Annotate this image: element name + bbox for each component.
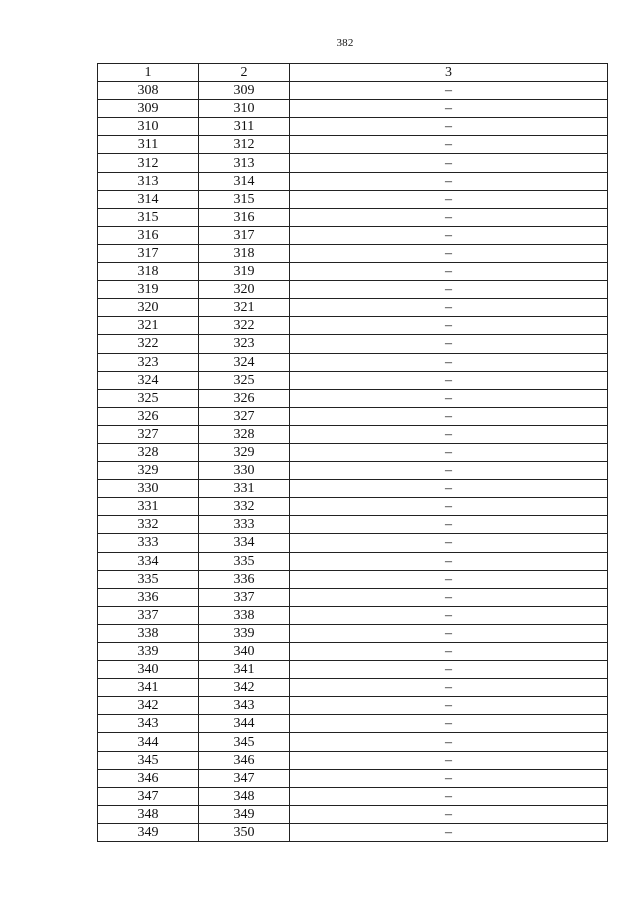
table-row <box>98 715 608 733</box>
cell-col-3: – <box>290 154 608 172</box>
cell-col-3: – <box>290 317 608 335</box>
cell-col-1: 331 <box>98 498 199 516</box>
cell-col-1: 335 <box>98 570 199 588</box>
cell-col-1: 344 <box>98 733 199 751</box>
table-row <box>98 443 608 461</box>
cell-col-2: 343 <box>199 697 290 715</box>
cell-col-2: 317 <box>199 226 290 244</box>
table-row <box>98 226 608 244</box>
cell-col-3: – <box>290 534 608 552</box>
cell-col-2: 326 <box>199 389 290 407</box>
cell-col-3: – <box>290 697 608 715</box>
cell-col-2: 320 <box>199 281 290 299</box>
cell-col-1: 332 <box>98 516 199 534</box>
cell-col-2: 350 <box>199 823 290 841</box>
cell-col-3: – <box>290 679 608 697</box>
cell-col-2: 335 <box>199 552 290 570</box>
table-row <box>98 118 608 136</box>
table-row <box>98 462 608 480</box>
cell-col-1: 340 <box>98 661 199 679</box>
cell-col-1: 337 <box>98 606 199 624</box>
cell-col-3: – <box>290 624 608 642</box>
cell-col-3: – <box>290 462 608 480</box>
cell-col-1: 336 <box>98 588 199 606</box>
cell-col-2: 337 <box>199 588 290 606</box>
cell-col-2: 334 <box>199 534 290 552</box>
table-row <box>98 552 608 570</box>
cell-col-2: 319 <box>199 263 290 281</box>
cell-col-1: 349 <box>98 823 199 841</box>
table-row <box>98 679 608 697</box>
cell-col-3: – <box>290 606 608 624</box>
cell-col-1: 347 <box>98 787 199 805</box>
cell-col-2: 340 <box>199 643 290 661</box>
cell-col-3: – <box>290 643 608 661</box>
cell-col-3: – <box>290 661 608 679</box>
cell-col-2: 345 <box>199 733 290 751</box>
cell-col-1: 323 <box>98 353 199 371</box>
cell-col-3: – <box>290 226 608 244</box>
cell-col-2: 330 <box>199 462 290 480</box>
cell-col-2: 349 <box>199 805 290 823</box>
cell-col-3: – <box>290 335 608 353</box>
cell-col-2: 327 <box>199 407 290 425</box>
cell-col-1: 341 <box>98 679 199 697</box>
cell-col-1: 310 <box>98 118 199 136</box>
cell-col-1: 327 <box>98 425 199 443</box>
cell-col-2: 309 <box>199 82 290 100</box>
cell-col-1: 316 <box>98 226 199 244</box>
cell-col-3: – <box>290 389 608 407</box>
table-row <box>98 787 608 805</box>
cell-col-1: 333 <box>98 534 199 552</box>
cell-col-1: 308 <box>98 82 199 100</box>
cell-col-1: 317 <box>98 244 199 262</box>
table-row <box>98 407 608 425</box>
table-row <box>98 100 608 118</box>
cell-col-2: 315 <box>199 190 290 208</box>
cell-col-1: 334 <box>98 552 199 570</box>
cell-col-3: – <box>290 480 608 498</box>
cell-col-3: – <box>290 443 608 461</box>
table-row <box>98 588 608 606</box>
cell-col-3: – <box>290 190 608 208</box>
table-row <box>98 661 608 679</box>
cell-col-3: – <box>290 715 608 733</box>
cell-col-1: 324 <box>98 371 199 389</box>
cell-col-2: 342 <box>199 679 290 697</box>
table-row <box>98 534 608 552</box>
cell-col-3: – <box>290 208 608 226</box>
cell-col-1: 320 <box>98 299 199 317</box>
cell-col-3: – <box>290 244 608 262</box>
cell-col-1: 346 <box>98 769 199 787</box>
table-row <box>98 570 608 588</box>
cell-col-1: 318 <box>98 263 199 281</box>
cell-col-3: – <box>290 787 608 805</box>
cell-col-1: 322 <box>98 335 199 353</box>
cell-col-2: 313 <box>199 154 290 172</box>
cell-col-3: – <box>290 172 608 190</box>
cell-col-2: 311 <box>199 118 290 136</box>
cell-col-2: 338 <box>199 606 290 624</box>
cell-col-3: – <box>290 136 608 154</box>
header-row <box>98 64 608 82</box>
cell-col-3: – <box>290 823 608 841</box>
table-row <box>98 244 608 262</box>
cell-col-3: – <box>290 425 608 443</box>
cell-col-1: 342 <box>98 697 199 715</box>
table-row <box>98 371 608 389</box>
cell-col-2: 331 <box>199 480 290 498</box>
column-header-2: 2 <box>199 64 290 82</box>
column-header-1: 1 <box>98 64 199 82</box>
cell-col-3: – <box>290 118 608 136</box>
cell-col-1: 329 <box>98 462 199 480</box>
cell-col-3: – <box>290 498 608 516</box>
cell-col-1: 312 <box>98 154 199 172</box>
table-row <box>98 154 608 172</box>
cell-col-2: 348 <box>199 787 290 805</box>
cell-col-2: 323 <box>199 335 290 353</box>
cell-col-3: – <box>290 353 608 371</box>
cell-col-1: 345 <box>98 751 199 769</box>
table-row <box>98 480 608 498</box>
table-row <box>98 281 608 299</box>
cell-col-3: – <box>290 100 608 118</box>
cell-col-3: – <box>290 588 608 606</box>
cell-col-1: 314 <box>98 190 199 208</box>
cell-col-2: 321 <box>199 299 290 317</box>
cell-col-2: 347 <box>199 769 290 787</box>
cell-col-2: 333 <box>199 516 290 534</box>
table-row <box>98 208 608 226</box>
table-row <box>98 498 608 516</box>
cell-col-2: 324 <box>199 353 290 371</box>
column-header-3: 3 <box>290 64 608 82</box>
table-row <box>98 299 608 317</box>
cell-col-1: 315 <box>98 208 199 226</box>
table-row <box>98 172 608 190</box>
table-row <box>98 353 608 371</box>
cell-col-2: 314 <box>199 172 290 190</box>
table-row <box>98 190 608 208</box>
cell-col-3: – <box>290 516 608 534</box>
cell-col-1: 330 <box>98 480 199 498</box>
data-table <box>97 63 608 842</box>
cell-col-2: 346 <box>199 751 290 769</box>
cell-col-2: 332 <box>199 498 290 516</box>
table-row <box>98 733 608 751</box>
cell-col-2: 336 <box>199 570 290 588</box>
cell-col-3: – <box>290 281 608 299</box>
cell-col-3: – <box>290 371 608 389</box>
cell-col-2: 322 <box>199 317 290 335</box>
cell-col-3: – <box>290 263 608 281</box>
table-row <box>98 697 608 715</box>
table-row <box>98 516 608 534</box>
cell-col-2: 339 <box>199 624 290 642</box>
table-row <box>98 606 608 624</box>
cell-col-3: – <box>290 82 608 100</box>
cell-col-3: – <box>290 805 608 823</box>
table-body <box>98 82 608 842</box>
cell-col-1: 309 <box>98 100 199 118</box>
cell-col-1: 311 <box>98 136 199 154</box>
table-row <box>98 425 608 443</box>
cell-col-2: 312 <box>199 136 290 154</box>
cell-col-3: – <box>290 769 608 787</box>
cell-col-3: – <box>290 751 608 769</box>
table-header <box>98 64 608 82</box>
cell-col-1: 325 <box>98 389 199 407</box>
cell-col-2: 318 <box>199 244 290 262</box>
cell-col-3: – <box>290 733 608 751</box>
table-row <box>98 263 608 281</box>
table-row <box>98 751 608 769</box>
cell-col-2: 328 <box>199 425 290 443</box>
cell-col-1: 348 <box>98 805 199 823</box>
cell-col-2: 316 <box>199 208 290 226</box>
cell-col-1: 321 <box>98 317 199 335</box>
cell-col-1: 343 <box>98 715 199 733</box>
table-row <box>98 136 608 154</box>
cell-col-3: – <box>290 299 608 317</box>
cell-col-3: – <box>290 552 608 570</box>
cell-col-1: 319 <box>98 281 199 299</box>
cell-col-1: 326 <box>98 407 199 425</box>
table-row <box>98 823 608 841</box>
table-row <box>98 335 608 353</box>
table-row <box>98 82 608 100</box>
table-row <box>98 317 608 335</box>
cell-col-1: 339 <box>98 643 199 661</box>
cell-col-2: 329 <box>199 443 290 461</box>
table-row <box>98 389 608 407</box>
table-row <box>98 769 608 787</box>
cell-col-1: 313 <box>98 172 199 190</box>
cell-col-2: 341 <box>199 661 290 679</box>
table-row <box>98 624 608 642</box>
page-number: 382 <box>336 37 354 49</box>
cell-col-3: – <box>290 407 608 425</box>
cell-col-2: 325 <box>199 371 290 389</box>
cell-col-3: – <box>290 570 608 588</box>
cell-col-1: 338 <box>98 624 199 642</box>
table-row <box>98 805 608 823</box>
cell-col-1: 328 <box>98 443 199 461</box>
cell-col-2: 310 <box>199 100 290 118</box>
table-row <box>98 643 608 661</box>
cell-col-2: 344 <box>199 715 290 733</box>
